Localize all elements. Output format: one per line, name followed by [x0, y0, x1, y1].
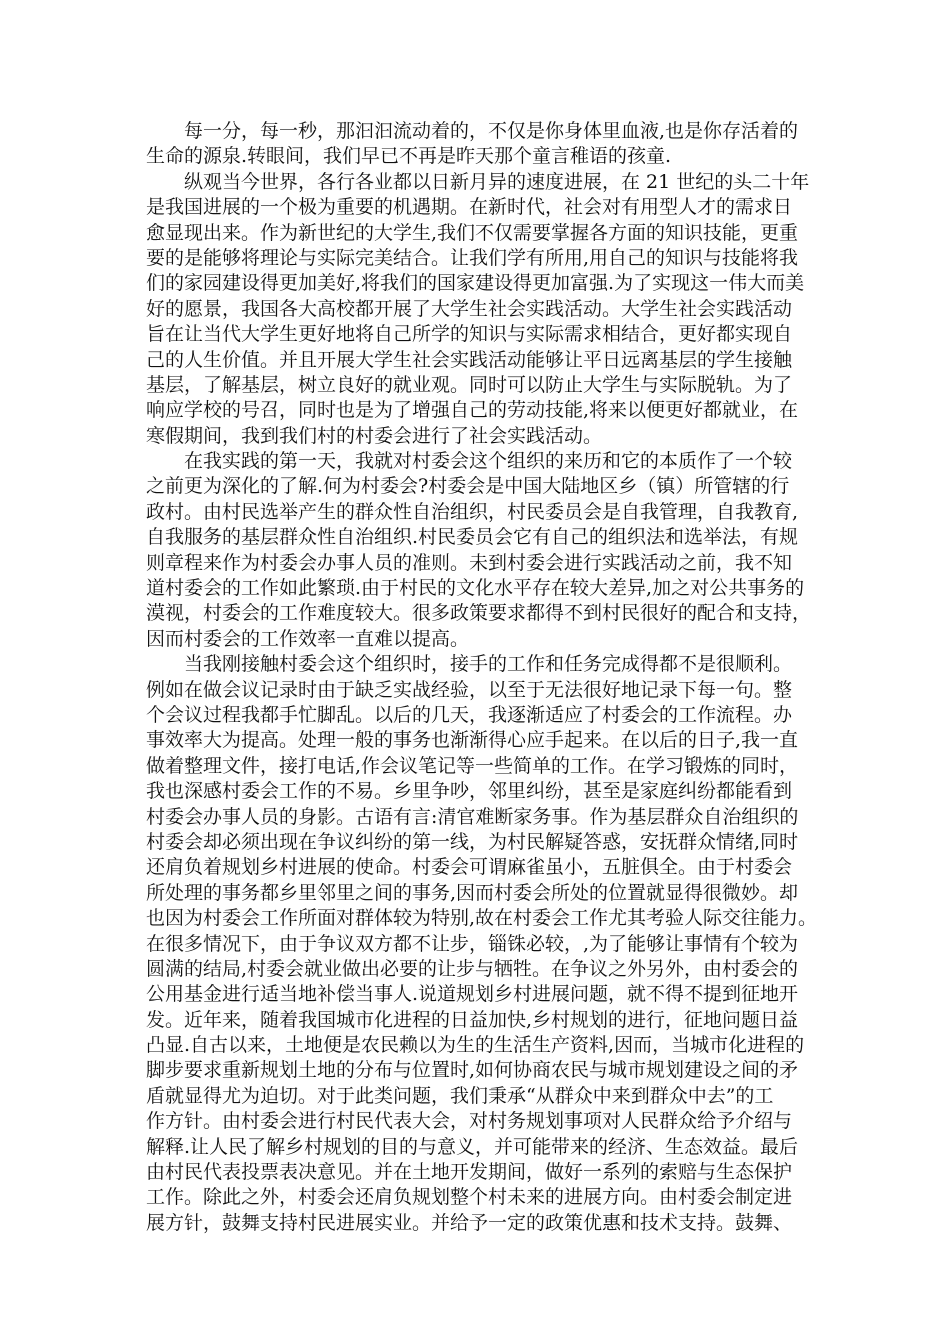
text-line: 公用基金进行适当地补偿当事人.说道规划乡村进展问题，就不得不提到征地开	[146, 983, 799, 1006]
document-body	[146, 119, 824, 1236]
text-line: 在我实践的第一天，我就对村委会这个组织的来历和它的本质作了一个较	[184, 450, 793, 473]
text-line: 旨在让当代大学生更好地将自己所学的知识与实际需求相结合，更好都实现自	[146, 323, 793, 346]
text-line: 做着整理文件，接打电话,作会议笔记等一些简单的工作。在学习锻炼的同时，	[146, 754, 799, 777]
text-line: 圆满的结局,村委会就业做出必要的让步与牺牲。在争议之外另外，由村委会的	[146, 957, 799, 980]
text-line: 每一分，每一秒，那汩汩流动着的，不仅是你身体里血液,也是你存活着的	[184, 120, 799, 142]
text-line: 漠视，村委会的工作难度较大。很多政策要求都得不到村民很好的配合和支持，	[146, 602, 812, 625]
text-line: 事效率大为提高。处理一般的事务也渐渐得心应手起来。在以后的日子,我一直	[146, 729, 799, 752]
text-line: 所处理的事务都乡里邻里之间的事务,因而村委会所处的位置就显得很微妙。却	[146, 881, 799, 904]
text-line: 解释.让人民了解乡村规划的目的与意义，并可能带来的经济、生态效益。最后	[146, 1135, 799, 1158]
text-line: 政村。由村民选举产生的群众性自治组织，村民委员会是自我管理，自我教育,	[146, 500, 799, 523]
text-line: 响应学校的号召，同时也是为了增强自己的劳动技能,将来以便更好都就业，在	[146, 399, 799, 422]
text-line: 作方针。由村委会进行村民代表大会，对村务规划事项对人民群众给予介绍与	[146, 1110, 793, 1133]
text-line: 己的人生价值。并且开展大学生社会实践活动能够让平日远离基层的学生接触	[146, 348, 793, 371]
text-line: 也因为村委会工作所面对群体较为特别,故在村委会工作尤其考验人际交往能力。	[146, 907, 818, 930]
text-line: 展方针，鼓舞支持村民进展实业。并给予一定的政策优惠和技术支持。鼓舞、	[146, 1211, 793, 1234]
text-line: 生命的源泉.转眼间，我们早已不再是昨天那个童言稚语的孩童.	[146, 145, 672, 168]
text-line: 我也深感村委会工作的不易。乡里争吵，邻里纠纷，甚至是家庭纠纷都能看到	[146, 780, 793, 803]
text-line: 因而村委会的工作效率一直难以提高。	[146, 627, 470, 650]
text-line: 愈显现出来。作为新世纪的大学生,我们不仅需要掌握各方面的知识技能，更重	[146, 221, 799, 244]
text-line: 工作。除此之外，村委会还肩负规划整个村未来的进展方向。由村委会制定进	[146, 1186, 793, 1209]
text-line: 纵观当今世界，各行各业都以日新月异的速度进展，在 21 世纪的头二十年	[184, 170, 810, 193]
text-line: 脚步要求重新规划土地的分布与位置时,如何协商农民与城市规划建设之间的矛	[146, 1059, 799, 1082]
text-line: 由村民代表投票表决意见。并在土地开发期间，做好一系列的索赔与生态保护	[146, 1161, 793, 1184]
text-line: 个会议过程我都手忙脚乱。以后的几天，我逐渐适应了村委会的工作流程。办	[146, 703, 793, 726]
text-line: 自我服务的基层群众性自治组织.村民委员会它有自己的组织法和选举法，有规	[146, 526, 799, 549]
text-line: 们的家园建设得更加美好,将我们的国家建设得更加富强.为了实现这一伟大而美	[146, 272, 805, 295]
text-line: 例如在做会议记录时由于缺乏实战经验，以至于无法很好地记录下每一句。整	[146, 678, 793, 701]
text-line: 之前更为深化的了解.何为村委会?村委会是中国大陆地区乡（镇）所管辖的行	[146, 475, 790, 498]
text-line: 当我刚接触村委会这个组织时，接手的工作和任务完成得都不是很顺利。	[184, 653, 793, 676]
text-line: 则章程来作为村委会办事人员的准则。未到村委会进行实践活动之前，我不知	[146, 551, 793, 574]
text-line: 盾就显得尤为迫切。对于此类问题，我们秉承“从群众中来到群众中去”的工	[146, 1084, 774, 1107]
text-line: 是我国进展的一个极为重要的机遇期。在新时代，社会对有用型人才的需求日	[146, 196, 793, 219]
text-line: 在很多情况下，由于争议双方都不让步，锱铢必较，,为了能够让事情有个较为	[146, 932, 799, 955]
text-line: 好的愿景，我国各大高校都开展了大学生社会实践活动。大学生社会实践活动	[146, 297, 793, 320]
text-line: 寒假期间，我到我们村的村委会进行了社会实践活动。	[146, 424, 603, 447]
text-line: 村委会却必须出现在争议纠纷的第一线，为村民解疑答惑，安抚群众情绪,同时	[146, 830, 799, 853]
text-line: 道村委会的工作如此繁琐.由于村民的文化水平存在较大差异,加之对公共事务的	[146, 577, 805, 600]
text-line: 凸显.自古以来，土地便是农民赖以为生的生活生产资料,因而，当城市化进程的	[146, 1034, 805, 1057]
text-line: 基层，了解基层，树立良好的就业观。同时可以防止大学生与实际脱轨。为了	[146, 373, 793, 396]
text-line: 还肩负着规划乡村进展的使命。村委会可谓麻雀虽小，五脏俱全。由于村委会	[146, 856, 793, 879]
text-line: 要的是能够将理论与实际完美结合。让我们学有所用,用自己的知识与技能将我	[146, 246, 799, 269]
text-line: 村委会办事人员的身影。古语有言:清官难断家务事。作为基层群众自治组织的	[146, 805, 799, 828]
text-line: 发。近年来，随着我国城市化进程的日益加快,乡村规划的进行，征地问题日益	[146, 1008, 799, 1031]
